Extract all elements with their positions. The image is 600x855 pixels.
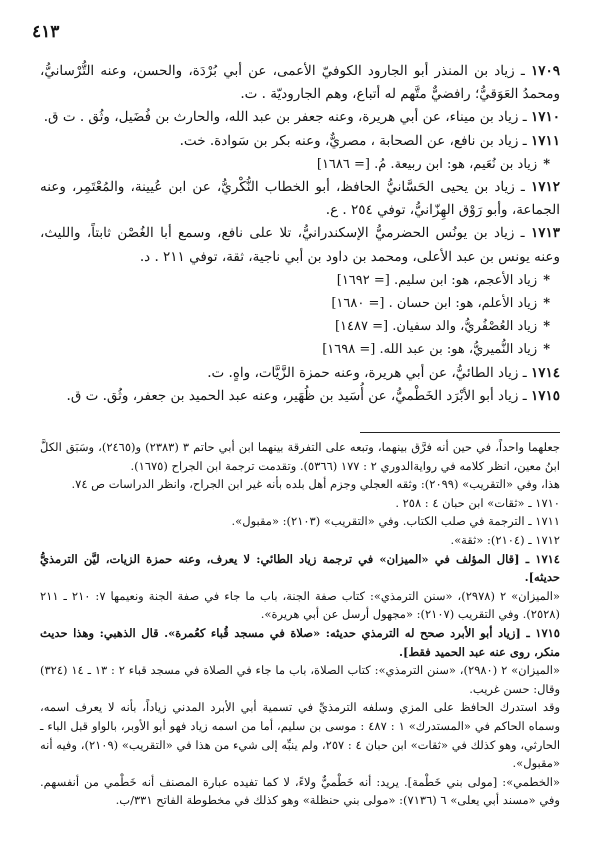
entry: ١٧١٠ ـ زياد بن ميناء، عن أبي هريرة، وعنه جعفر بن عبد الله، والحارث بن فُضَيل، وثُق . ت ق. (43, 109, 560, 126)
cross-reference-text: زياد النُّميريُّ، هو: بن عبد الله. [= ١٦٩٨] (322, 342, 538, 358)
entry-text: زياد بن نافع، عن الصحابة ، مصريٌّ، وعنه بكر بن سَوادة. خت. (179, 132, 519, 149)
entry-number: ١٧١٠ (530, 109, 560, 126)
entry-text: زياد بن المنذر أبو الجارود الكوفيّ الأعمى، عن أبي بُرْدَة، والحسن، وعنه التُّرْسانيُّ، ومحمدُ العَوَقيُّ؛ رافضيٌّ متَّهم له أتباع، وهم الجاروديّة . ت. (40, 63, 560, 103)
entry: ١٧١٢ ـ زياد بن يحيى الحَسَّانيُّ الحافظ، أبو الخطاب النُّكْريُّ، عن ابن عُيينة، والمُعْتَمِر، وعنه الجماعة، وأبو رَوْق الهِزّانيُّ، توفي ٢٥٤ . ع. (40, 179, 560, 219)
cross-reference (40, 292, 560, 315)
entry: ١٧٠٩ ـ زياد بن المنذر أبو الجارود الكوفيّ الأعمى، عن أبي بُرْدَة، والحسن، وعنه التُّرْسانيُّ، ومحمدُ العَوَقيُّ؛ رافضيٌّ متَّهم له أتباع، وهم الجاروديّة . ت. (40, 63, 561, 103)
footnote-divider (360, 432, 560, 433)
entry-text: زياد بن ميناء، عن أبي هريرة، وعنه جعفر بن عبد الله، والحارث بن فُضَيل، وثُق . ت ق. (43, 109, 519, 126)
entry-number: ١٧١٥ (530, 387, 560, 404)
star-marker: * (543, 296, 550, 312)
main-text (40, 60, 560, 408)
star-marker: * (543, 342, 550, 358)
entry: ١٧١١ ـ زياد بن نافع، عن الصحابة ، مصريٌّ، وعنه بكر بن سَوادة. خت. (179, 132, 560, 149)
entry-number: ١٧١١ (530, 132, 560, 149)
entry-text: زياد بن يونُس الحضرميُّ الإسكندرانيُّ، تلا على نافع، وسمع أبا الغُصْن ثابتاً، والليث، وعنه يونس بن عبد الأعلى، ومحمد بن داود بن أبي ناجية، ثقة، توفي ٢١١ . د. (40, 225, 560, 265)
entry-text: زياد أبو الأبْرَد الخَطْميُّ، عن أُسَيد بن ظُهَير، وعنه عبد الحميد بن جعفر، وثُق. ت ق. (66, 387, 519, 404)
cross-reference (40, 269, 560, 292)
cross-reference-text: زياد بن نُعَيم، هو: ابن ربيعة. مُ. [= ١٦٨٦] (316, 156, 538, 172)
footnote: ١٧١٤ ـ [قال المؤلف في «الميزان» في ترجمة زياد الطائي: لا يعرف، وعنه حمزة الزيات، ليَّن الترمذيُّ حديثه]. (40, 551, 560, 585)
footnote: ١٧١٢ ـ (٢١٠٤): «ثقة». (450, 532, 560, 547)
footnote: «الميزان» ٢ (٢٩٧٨)، «سنن الترمذي»: كتاب صفة الجنة، باب ما جاء في صفة الجنة ونعيمها ٧: ٢١٠ ـ ٢١١ (٢٥٢٨). وفي التقريب (٢١٠٧): «مجهول أرسل عن أبي هريرة». (40, 588, 560, 622)
footnote: هذا، وفي «التقريب» (٢٠٩٩): وثقه العجلي وجزم أهل بلده بأنه غير ابن الجراح، وانظر الدراسات ص ٧٤. (71, 477, 560, 492)
footnote: جعلهما واحداً، في حين أنه فرَّق بينهما، وتبعه على التفرقة بينهما ابن أبي حاتم ٣ (٢٣٨٣) و(٢٤٦٥)، وسَبَق الكلَّ ابنُ معين، انظر كلامه في روايةالدوري ٢ : ١٧٧ (٥٣٦٦). وتقدمت ترجمة ابن الجراح (١٦٧٥). (40, 440, 560, 473)
footnote: وقد استدرك الحافظ على المزي وسلفه الترمذيِّ في تسمية أبي الأبرد المدني زياداً، بأنه لا يعرف اسمه، وسماه الحاكم في «المستدرك» ١ : ٤٨٧ : موسى بن سليم، أما من اسمه زياد فهو أبو الأوبر، بالواو قبل الباء ـ الحارثي، وهو كذلك في «ثقات» ابن حبان ٤ : ٢٥٧، ولم ينبِّه إلى شيء من هذا في «التقريب» (٢١٠٩)، وفيه أنه «مقبول». (40, 700, 561, 771)
cross-reference-text: زياد الأعجم، هو: ابن سليم. [= ١٦٩٢] (336, 272, 538, 288)
star-marker: * (543, 319, 550, 335)
entry-number: ١٧١٣ (530, 225, 560, 242)
entry-text: زياد بن يحيى الحَسَّانيُّ الحافظ، أبو الخطاب النُّكْريُّ، عن ابن عُيينة، والمُعْتَمِر، وعنه الجماعة، وأبو رَوْق الهِزّانيُّ، توفي ٢٥٤ . ع. (40, 179, 560, 219)
page-number: ٤١٣ (32, 22, 60, 42)
cross-reference-text: زياد العُصْفُريُّ، والد سفيان. [= ١٤٨٧] (334, 319, 538, 335)
footnotes (40, 438, 560, 810)
entry-number: ١٧٠٩ (531, 63, 561, 79)
footnote: ١٧١١ ـ الترجمة في صلب الكتاب. وفي «التقريب» (٢١٠٣): «مقبول». (231, 514, 560, 529)
entry-number: ١٧١٤ (530, 364, 560, 381)
entry: ١٧١٥ ـ زياد أبو الأبْرَد الخَطْميُّ، عن أُسَيد بن ظُهَير، وعنه عبد الحميد بن جعفر، وثُق. ت ق. (66, 387, 560, 404)
cross-reference (40, 338, 560, 361)
footnote: «الميزان» ٢ (٢٩٨٠)، «سنن الترمذي»: كتاب الصلاة، باب ما جاء في الصلاة في مسجد قباء ٢ : ١٣ ـ ١٤ (٣٢٤) وقال: حسن غريب. (40, 663, 560, 696)
entry: ١٧١٣ ـ زياد بن يونُس الحضرميُّ الإسكندرانيُّ، تلا على نافع، وسمع أبا الغُصْن ثابتاً، والليث، وعنه يونس بن عبد الأعلى، ومحمد بن داود بن أبي ناجية، ثقة، توفي ٢١١ . د. (40, 225, 560, 265)
footnote: ١٧١٠ ـ «ثقات» ابن حبان ٤ : ٢٥٨ . (395, 495, 560, 510)
footnote: ١٧١٥ ـ [زياد أبو الأبرد صحح له الترمذي حديثه: «صلاة في مسجد قُباء كعُمرة». قال الذهبي: وهذا حديث منكر، روى عنه عبد الحميد فقط]. (40, 625, 560, 659)
entry-text: زياد الطائيُّ، عن أبي هريرة، وعنه حمزة الزَّيَّات، واهٍ. ت. (207, 364, 519, 381)
entry: ١٧١٤ ـ زياد الطائيُّ، عن أبي هريرة، وعنه حمزة الزَّيَّات، واهٍ. ت. (207, 364, 560, 381)
cross-reference (40, 315, 560, 338)
footnote: «الخطمي»: [مولى بني خَطْمة]. يريد: أنه خَطْميٌّ ولاءً، لا كما تفيده عبارة المصنف أنه خَطْمي من أنفسهم. وفي «مسند أبي يعلى» ٦ (٧١٣٦): «مولى بني حنظلة» وهو كذلك في مخطوطة الفاتح ٣٣١/ب. (40, 774, 560, 808)
cross-reference-text: زياد الأعلم، هو: ابن حسان . [= ١٦٨٠] (331, 296, 538, 312)
star-marker: * (543, 156, 550, 172)
cross-reference (40, 153, 560, 176)
star-marker: * (543, 272, 550, 288)
entry-number: ١٧١٢ (530, 179, 560, 196)
